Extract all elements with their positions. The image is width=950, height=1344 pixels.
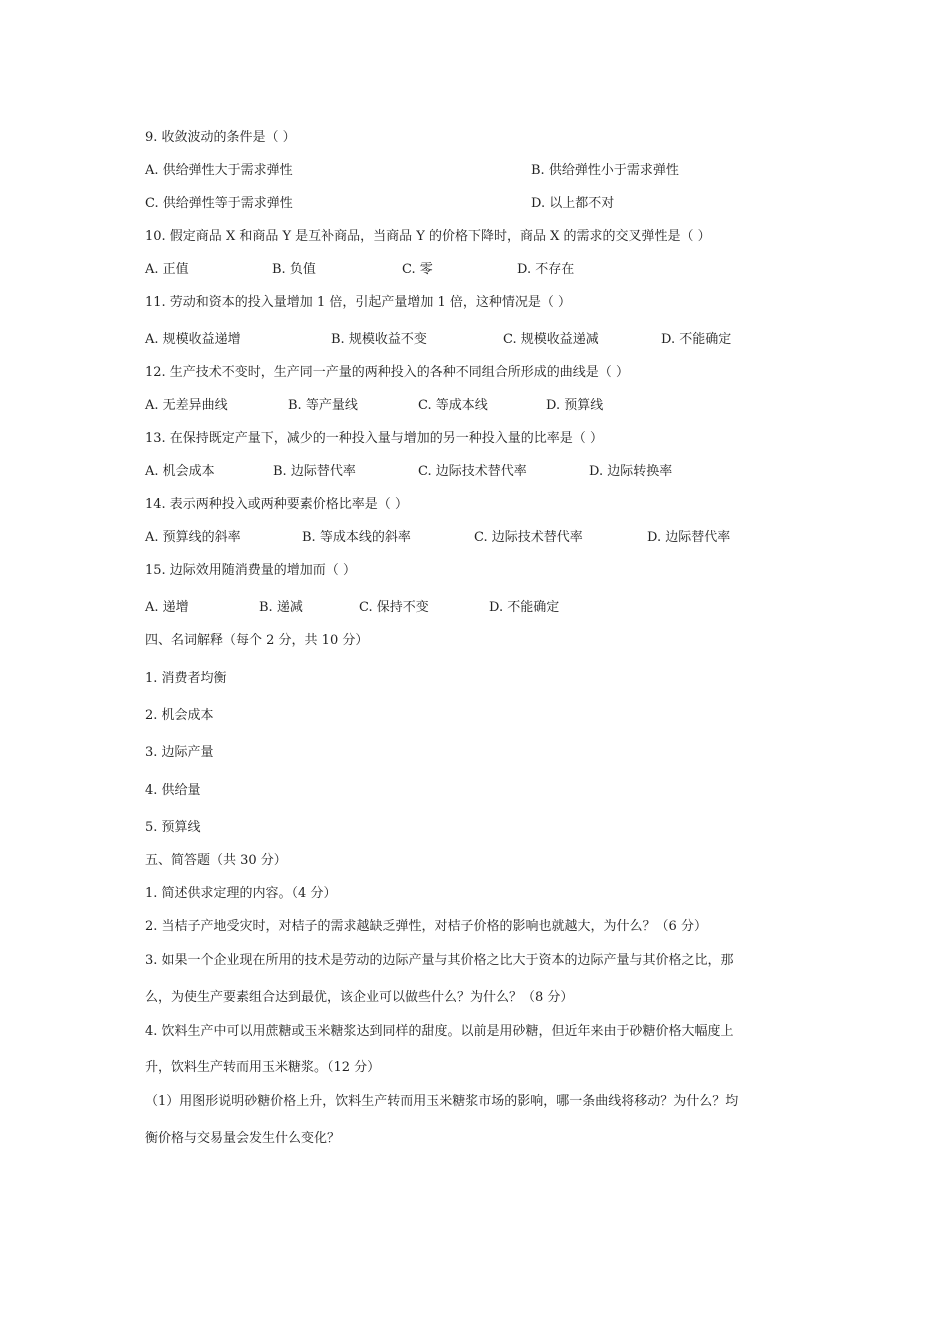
question-9-stem: 9. 收敛波动的条件是（ ） [145,130,296,145]
question-14-option-d: D. 边际替代率 [647,530,731,545]
question-9-option-b: B. 供给弹性小于需求弹性 [531,163,679,178]
question-13-option-b: B. 边际替代率 [273,464,356,479]
question-12-option-a: A. 无差异曲线 [145,398,228,413]
question-11-stem: 11. 劳动和资本的投入量增加 1 倍，引起产量增加 1 倍，这种情况是（ ） [145,295,572,310]
short-answer-4-sub-1-line-1: （1）用图形说明砂糖价格上升，饮料生产转而用玉米糖浆市场的影响，哪一条曲线将移动？为什么？均 [145,1094,739,1109]
short-answer-1: 1. 简述供求定理的内容。（4 分） [145,886,337,901]
question-10-option-b: B. 负值 [272,262,316,277]
question-15-option-b: B. 递减 [259,600,303,615]
question-12-option-c: C. 等成本线 [418,398,488,413]
question-11-option-d: D. 不能确定 [661,332,732,347]
question-13-option-d: D. 边际转换率 [589,464,673,479]
question-15-stem: 15. 边际效用随消费量的增加而（ ） [145,563,356,578]
short-answer-4-line-1: 4. 饮料生产中可以用蔗糖或玉米糖浆达到同样的甜度。以前是用砂糖，但近年来由于砂糖价格大幅度上 [145,1024,734,1039]
short-answer-3-line-1: 3. 如果一个企业现在所用的技术是劳动的边际产量与其价格之比大于资本的边际产量与其价格之比，那 [145,953,734,968]
question-11-option-b: B. 规模收益不变 [331,332,427,347]
short-answer-4-line-2: 升，饮料生产转而用玉米糖浆。（12 分） [145,1060,381,1075]
question-11-option-c: C. 规模收益递减 [503,332,599,347]
question-10-stem: 10. 假定商品 X 和商品 Y 是互补商品，当商品 Y 的价格下降时，商品 X 的需求的交叉弹性是（ ） [145,229,711,244]
term-item: 4. 供给量 [145,783,201,798]
term-item: 3. 边际产量 [145,745,214,760]
question-12-option-d: D. 预算线 [546,398,604,413]
section-5-title: 五、简答题（共 30 分） [145,853,287,868]
question-10-option-d: D. 不存在 [517,262,575,277]
question-15-option-a: A. 递增 [145,600,189,615]
question-14-option-b: B. 等成本线的斜率 [302,530,411,545]
question-12-stem: 12. 生产技术不变时，生产同一产量的两种投入的各种不同组合所形成的曲线是（ ） [145,365,629,380]
question-13-option-a: A. 机会成本 [145,464,215,479]
question-14-option-a: A. 预算线的斜率 [145,530,241,545]
question-10-option-a: A. 正值 [145,262,189,277]
question-13-option-c: C. 边际技术替代率 [418,464,527,479]
question-10-option-c: C. 零 [402,262,433,277]
term-item: 5. 预算线 [145,820,201,835]
short-answer-3-line-2: 么，为使生产要素组合达到最优，该企业可以做些什么？为什么？（8 分） [145,990,574,1005]
question-14-option-c: C. 边际技术替代率 [474,530,583,545]
question-12-option-b: B. 等产量线 [288,398,358,413]
question-11-option-a: A. 规模收益递增 [145,332,241,347]
question-15-option-d: D. 不能确定 [489,600,560,615]
question-15-option-c: C. 保持不变 [359,600,429,615]
short-answer-4-sub-1-line-2: 衡价格与交易量会发生什么变化？ [145,1131,341,1146]
question-9-option-a: A. 供给弹性大于需求弹性 [145,163,293,178]
term-item: 2. 机会成本 [145,708,214,723]
term-item: 1. 消费者均衡 [145,671,227,686]
section-4-title: 四、名词解释（每个 2 分，共 10 分） [145,633,369,648]
short-answer-2: 2. 当桔子产地受灾时，对桔子的需求越缺乏弹性，对桔子价格的影响也就越大，为什么？（6 分） [145,919,707,934]
question-13-stem: 13. 在保持既定产量下，减少的一种投入量与增加的另一种投入量的比率是（ ） [145,431,603,446]
question-9-option-c: C. 供给弹性等于需求弹性 [145,196,293,211]
question-9-option-d: D. 以上都不对 [531,196,615,211]
question-14-stem: 14. 表示两种投入或两种要素价格比率是（ ） [145,497,408,512]
